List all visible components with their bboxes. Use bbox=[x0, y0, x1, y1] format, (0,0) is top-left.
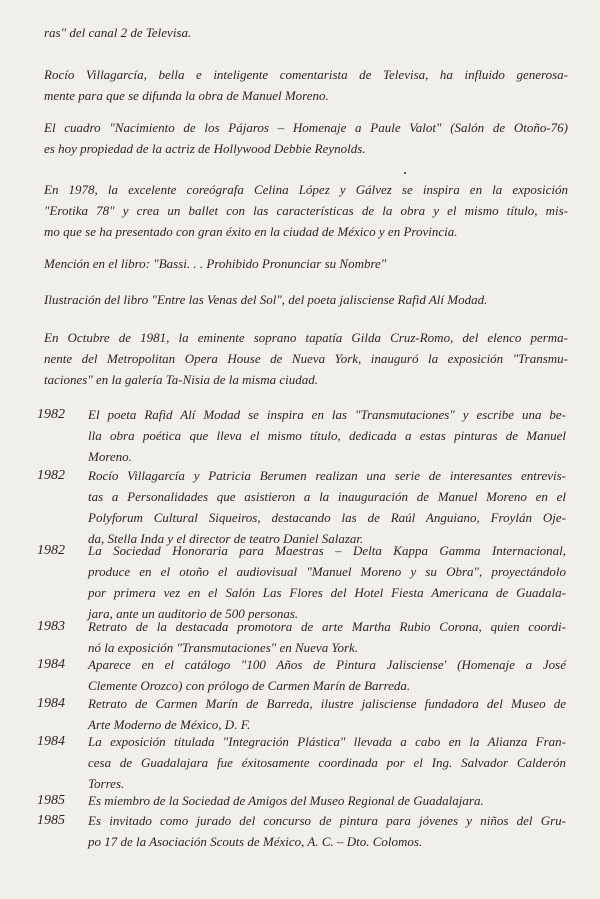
text-line: En Octubre de 1981, la eminente soprano tapatía Gilda Cruz-Romo, del elenco perma- bbox=[44, 330, 568, 345]
entry-year: 1982 bbox=[37, 543, 65, 558]
text-line: nó la exposición "Transmutaciones" en Nueva York. bbox=[88, 640, 359, 655]
text-line: Polyforum Cultural Siqueiros, destacando las de Raúl Anguiano, Froylán Oje- bbox=[88, 510, 566, 525]
text-line: La Sociedad Honoraria para Maestras – Delta Kappa Gamma Internacional, bbox=[88, 543, 566, 558]
entry-year: 1985 bbox=[37, 813, 65, 828]
text-line: La exposición titulada "Integración Plástica" llevada a cabo en la Alianza Fran- bbox=[88, 734, 566, 749]
text-line: Arte Moderno de México, D. F. bbox=[88, 717, 251, 732]
text-line: El cuadro "Nacimiento de los Pájaros – Homenaje a Paule Valot" (Salón de Otoño-76) bbox=[44, 120, 568, 135]
entry-text bbox=[88, 790, 566, 811]
text-line: po 17 de la Asociación Scouts de México, A. C. – Dto. Colomos. bbox=[88, 834, 423, 849]
entry-text bbox=[88, 465, 566, 549]
entry-year: 1984 bbox=[37, 734, 65, 749]
entry-text bbox=[88, 616, 566, 658]
paragraph bbox=[44, 179, 568, 242]
entry-text bbox=[88, 404, 566, 467]
entry-year: 1983 bbox=[37, 619, 65, 634]
entry-text bbox=[88, 540, 566, 624]
text-line: Mención en el libro: "Bassi. . . Prohibido Pronunciar su Nombre" bbox=[44, 256, 387, 271]
paragraph bbox=[44, 22, 568, 43]
text-line: Rocío Villagarcía, bella e inteligente comentarista de Televisa, ha influido generosa- bbox=[44, 67, 568, 82]
text-line: Es miembro de la Sociedad de Amigos del Museo Regional de Guadalajara. bbox=[88, 793, 484, 808]
entry-year: 1985 bbox=[37, 793, 65, 808]
text-line: cesa de Guadalajara fue éxitosamente coordinada por el Ing. Salvador Calderón bbox=[88, 755, 566, 770]
text-line: Torres. bbox=[88, 776, 125, 791]
entry-year: 1984 bbox=[37, 696, 65, 711]
text-line: por primera vez en el Salón Las Flores del Hotel Fiesta Americana de Guadala- bbox=[88, 585, 566, 600]
text-line: jara, ante un auditorio de 500 personas. bbox=[88, 606, 299, 621]
text-line: "Erotika 78" y crea un ballet con las características de la obra y el mismo título, mis- bbox=[44, 203, 568, 218]
text-line: mo que se ha presentado con gran éxito en la ciudad de México y en Provincia. bbox=[44, 224, 458, 239]
entry-year: 1982 bbox=[37, 468, 65, 483]
text-line: nente del Metropolitan Opera House de Nueva York, inauguró la exposición "Transmu- bbox=[44, 351, 568, 366]
text-line: Aparece en el catálogo "100 Años de Pintura Jalisciense' (Homenaje a José bbox=[88, 657, 566, 672]
text-line: es hoy propiedad de la actriz de Hollywood Debbie Reynolds. bbox=[44, 141, 366, 156]
entry-year: 1982 bbox=[37, 407, 65, 422]
paragraph bbox=[44, 289, 568, 310]
stray-dot bbox=[404, 172, 406, 174]
paragraph bbox=[44, 117, 568, 159]
text-line: da, Stella Inda y el director de teatro Daniel Salazar. bbox=[88, 531, 364, 546]
text-line: Moreno. bbox=[88, 449, 132, 464]
paragraph bbox=[44, 327, 568, 390]
entry-year: 1984 bbox=[37, 657, 65, 672]
text-line: Ilustración del libro "Entre las Venas del Sol", del poeta jalisciense Rafid Alí Modad. bbox=[44, 292, 488, 307]
text-line: Retrato de la destacada promotora de arte Martha Rubio Corona, quien coordi- bbox=[88, 619, 566, 634]
entry-text bbox=[88, 654, 566, 696]
text-line: El poeta Rafid Alí Modad se inspira en las "Transmutaciones" y escribe una be- bbox=[88, 407, 566, 422]
text-line: En 1978, la excelente coreógrafa Celina López y Gálvez se inspira en la exposición bbox=[44, 182, 568, 197]
entry-text bbox=[88, 810, 566, 852]
paragraph bbox=[44, 64, 568, 106]
text-line: mente para que se difunda la obra de Manuel Moreno. bbox=[44, 88, 329, 103]
text-line: produce en el otoño el audiovisual "Manuel Moreno y su Obra", proyectándolo bbox=[88, 564, 566, 579]
paragraph bbox=[44, 253, 568, 274]
entry-text bbox=[88, 693, 566, 735]
entry-text bbox=[88, 731, 566, 794]
text-line: ras" del canal 2 de Televisa. bbox=[44, 25, 192, 40]
text-line: Retrato de Carmen Marín de Barreda, ilustre jalisciense fundadora del Museo de bbox=[88, 696, 566, 711]
text-line: Clemente Orozco) con prólogo de Carmen Marín de Barreda. bbox=[88, 678, 411, 693]
text-line: lla obra poética que lleva el mismo título, dedicada a estas pinturas de Manuel bbox=[88, 428, 566, 443]
text-line: tas a Personalidades que asistieron a la inauguración de Manuel Moreno en el bbox=[88, 489, 566, 504]
text-line: Es invitado como jurado del concurso de pintura para jóvenes y niños del Gru- bbox=[88, 813, 566, 828]
text-line: Rocío Villagarcía y Patricia Berumen realizan una serie de interesantes entrevis- bbox=[88, 468, 566, 483]
text-line: taciones" en la galería Ta-Nisia de la misma ciudad. bbox=[44, 372, 318, 387]
